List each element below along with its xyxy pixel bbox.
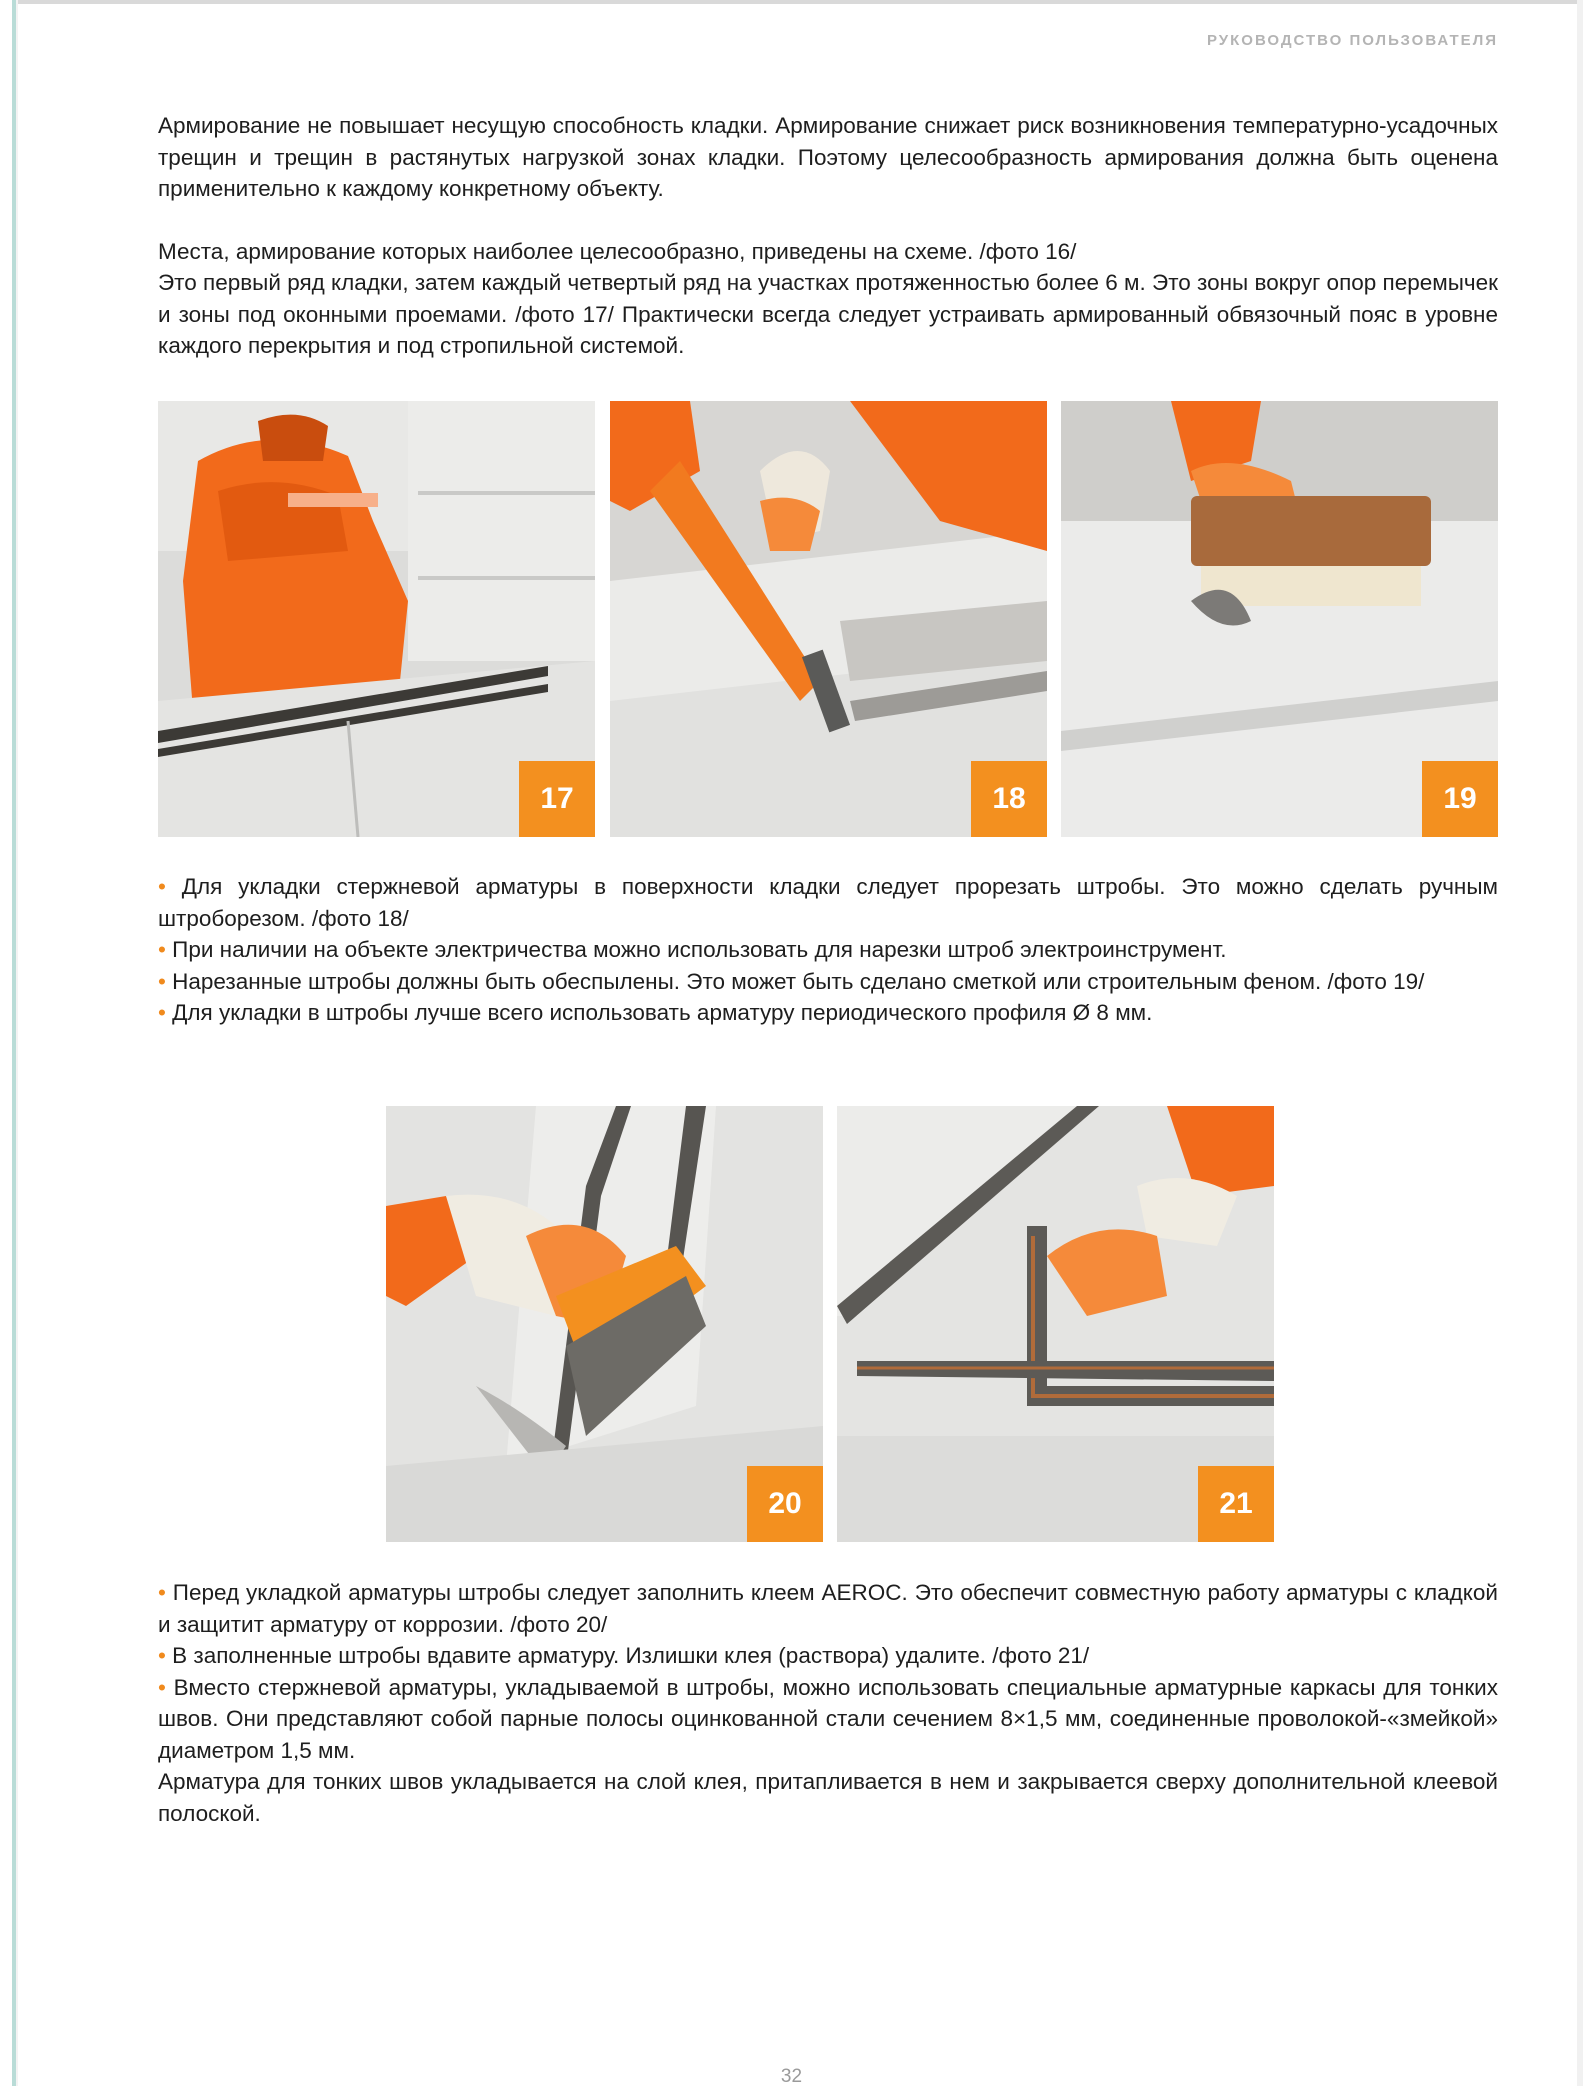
intro-paragraph-3: Это первый ряд кладки, затем каждый четвертый ряд на участках протяженностью более 6 м. Это зоны вокруг опор перемычек и зоны под оконными проемами. /фото 17/ Практически всегда следует устраивать армированный обвязочный пояс в уровне каждого перекрытия и под стропильной системой.: [158, 270, 1498, 358]
page-right-edge: [1577, 0, 1583, 2086]
paragraph-spacer: [158, 205, 1498, 236]
photo-badge-21: 21: [1198, 1466, 1274, 1542]
bullet-item: • Перед укладкой арматуры штробы следует заполнить клеем AEROC. Это обеспечит совместную работу арматуры с кладкой и защитит арматуру от коррозии. /фото 20/: [158, 1580, 1498, 1637]
intro-paragraph-2: Места, армирование которых наиболее целесообразно, приведены на схеме. /фото 16/: [158, 238, 1077, 264]
bullet-list-1: [158, 871, 1498, 1029]
bullet-marker: •: [158, 874, 182, 899]
page-left-edge: [0, 0, 18, 2086]
bullet-item: • Для укладки стержневой арматуры в поверхности кладки следует прорезать штробы. Это можно сделать ручным штроборезом. /фото 18/: [158, 874, 1498, 931]
photo-20: [386, 1106, 823, 1542]
page-top-edge: [0, 0, 1583, 4]
bullet-marker: •: [158, 1643, 173, 1668]
bullet-item: • Нарезанные штробы должны быть обеспылены. Это может быть сделано сметкой или строительным феном. /фото 19/: [158, 968, 1425, 994]
photo-21: [837, 1106, 1274, 1542]
photo-18: [610, 401, 1047, 837]
bullet-list-2: [158, 1577, 1498, 1829]
photo-badge-18: 18: [971, 761, 1047, 837]
bullet-marker: •: [158, 937, 173, 962]
bullet-item: • Для укладки в штробы лучше всего использовать арматуру периодического профиля Ø 8 мм.: [158, 1000, 1153, 1025]
photo-badge-17: 17: [519, 761, 595, 837]
running-header: РУКОВОДСТВО ПОЛЬЗОВАТЕЛЯ: [1206, 32, 1498, 49]
photo-19: [1061, 401, 1498, 837]
closing-paragraph: Арматура для тонких швов укладывается на слой клея, притапливается в нем и закрывается сверху дополнительной клеевой полоской.: [158, 1769, 1498, 1826]
photo-badge-20: 20: [747, 1466, 823, 1542]
bullet-marker: •: [158, 1674, 174, 1700]
bullet-item: • При наличии на объекте электричества можно использовать для нарезки штроб электроинструмент.: [158, 937, 1227, 962]
photo-badge-19: 19: [1422, 761, 1498, 837]
bullet-item: • Вместо стержневой арматуры, укладываемой в штробы, можно использовать специальные арматурные каркасы для тонких швов. Они представляют собой парные полосы оцинкованной стали сечением 8×1,5 мм, соединенные проволокой-«змейкой» диаметром 1,5 мм.: [158, 1674, 1498, 1763]
photo-17: [158, 401, 595, 837]
bullet-marker: •: [158, 968, 173, 994]
bullet-item: • В заполненные штробы вдавите арматуру. Излишки клея (раствора) удалите. /фото 21/: [158, 1643, 1090, 1668]
bullet-marker: •: [158, 1000, 173, 1025]
intro-text: [158, 110, 1498, 362]
page-number: 32: [780, 2066, 803, 2087]
intro-paragraph-1: Армирование не повышает несущую способность кладки. Армирование снижает риск возникновения температурно-усадочных трещин и трещин в растянутых нагрузкой зонах кладки. Поэтому целесообразность армирования должна быть оценена применительно к каждому конкретному объекту.: [158, 113, 1498, 201]
bullet-marker: •: [158, 1580, 173, 1605]
